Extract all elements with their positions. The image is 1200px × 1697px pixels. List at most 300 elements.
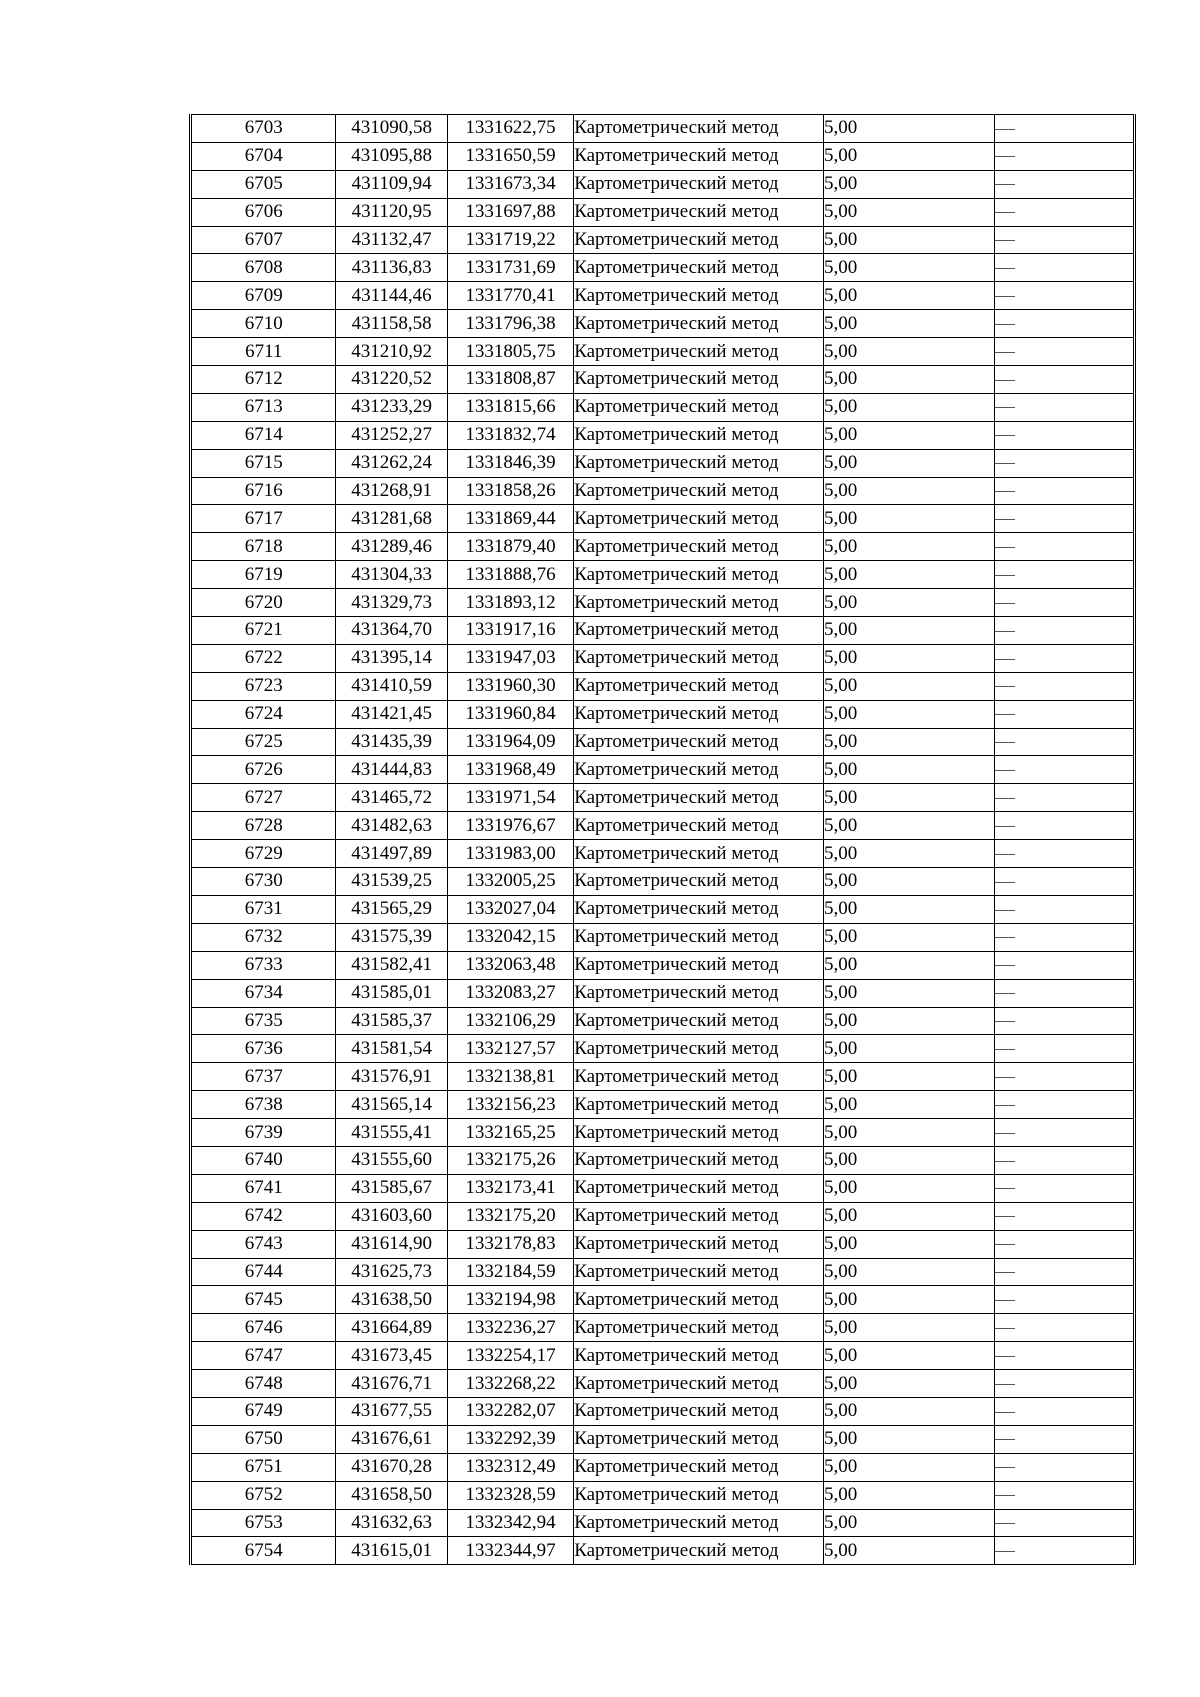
- precision-cell: 5,00: [823, 672, 994, 700]
- dash-mark: [995, 1384, 1015, 1385]
- y-coordinate-cell: 1331917,16: [447, 617, 573, 645]
- method-cell: Картометрический метод: [574, 1007, 824, 1035]
- point-number-cell: 6739: [191, 1119, 336, 1147]
- point-number-cell: 6724: [191, 700, 336, 728]
- dash-mark: [995, 575, 1015, 576]
- point-number-cell: 6736: [191, 1035, 336, 1063]
- method-cell: Картометрический метод: [574, 505, 824, 533]
- note-cell: [994, 1481, 1135, 1509]
- note-cell: [994, 1286, 1135, 1314]
- table-row: [191, 979, 1135, 1007]
- note-cell: [994, 561, 1135, 589]
- method-cell: Картометрический метод: [574, 700, 824, 728]
- method-cell: Картометрический метод: [574, 644, 824, 672]
- table-row: [191, 505, 1135, 533]
- note-cell: [994, 170, 1135, 198]
- method-cell: Картометрический метод: [574, 1258, 824, 1286]
- dash-mark: [995, 1049, 1015, 1050]
- note-cell: [994, 1314, 1135, 1342]
- method-cell: Картометрический метод: [574, 421, 824, 449]
- method-cell: Картометрический метод: [574, 142, 824, 170]
- method-cell: Картометрический метод: [574, 617, 824, 645]
- y-coordinate-cell: 1331971,54: [447, 784, 573, 812]
- precision-cell: 5,00: [823, 1425, 994, 1453]
- note-cell: [994, 1425, 1135, 1453]
- point-number-cell: 6727: [191, 784, 336, 812]
- method-cell: Картометрический метод: [574, 840, 824, 868]
- point-number-cell: 6721: [191, 617, 336, 645]
- note-cell: [994, 1202, 1135, 1230]
- precision-cell: 5,00: [823, 812, 994, 840]
- table-row: [191, 589, 1135, 617]
- dash-mark: [995, 407, 1015, 408]
- point-number-cell: 6753: [191, 1509, 336, 1537]
- x-coordinate-cell: 431575,39: [336, 923, 447, 951]
- y-coordinate-cell: 1332156,23: [447, 1091, 573, 1119]
- dash-mark: [995, 519, 1015, 520]
- method-cell: Картометрический метод: [574, 1119, 824, 1147]
- y-coordinate-cell: 1331968,49: [447, 756, 573, 784]
- table-row: [191, 756, 1135, 784]
- y-coordinate-cell: 1331960,84: [447, 700, 573, 728]
- x-coordinate-cell: 431395,14: [336, 644, 447, 672]
- dash-mark: [995, 1467, 1015, 1468]
- dash-mark: [995, 1551, 1015, 1552]
- x-coordinate-cell: 431329,73: [336, 589, 447, 617]
- y-coordinate-cell: 1332027,04: [447, 895, 573, 923]
- y-coordinate-cell: 1331869,44: [447, 505, 573, 533]
- method-cell: Картометрический метод: [574, 728, 824, 756]
- y-coordinate-cell: 1331888,76: [447, 561, 573, 589]
- x-coordinate-cell: 431497,89: [336, 840, 447, 868]
- point-number-cell: 6720: [191, 589, 336, 617]
- method-cell: Картометрический метод: [574, 198, 824, 226]
- point-number-cell: 6747: [191, 1342, 336, 1370]
- precision-cell: 5,00: [823, 1314, 994, 1342]
- precision-cell: 5,00: [823, 533, 994, 561]
- note-cell: [994, 1230, 1135, 1258]
- x-coordinate-cell: 431281,68: [336, 505, 447, 533]
- precision-cell: 5,00: [823, 1481, 994, 1509]
- dash-mark: [995, 156, 1015, 157]
- point-number-cell: 6748: [191, 1370, 336, 1398]
- method-cell: Картометрический метод: [574, 393, 824, 421]
- x-coordinate-cell: 431625,73: [336, 1258, 447, 1286]
- precision-cell: 5,00: [823, 1174, 994, 1202]
- table-row: [191, 142, 1135, 170]
- method-cell: Картометрический метод: [574, 784, 824, 812]
- x-coordinate-cell: 431410,59: [336, 672, 447, 700]
- table-row: [191, 533, 1135, 561]
- y-coordinate-cell: 1332236,27: [447, 1314, 573, 1342]
- table-row: [191, 1509, 1135, 1537]
- point-number-cell: 6726: [191, 756, 336, 784]
- x-coordinate-cell: 431095,88: [336, 142, 447, 170]
- x-coordinate-cell: 431603,60: [336, 1202, 447, 1230]
- note-cell: [994, 1537, 1135, 1565]
- y-coordinate-cell: 1332165,25: [447, 1119, 573, 1147]
- x-coordinate-cell: 431109,94: [336, 170, 447, 198]
- precision-cell: 5,00: [823, 115, 994, 143]
- note-cell: [994, 115, 1135, 143]
- point-number-cell: 6742: [191, 1202, 336, 1230]
- point-number-cell: 6744: [191, 1258, 336, 1286]
- method-cell: Картометрический метод: [574, 1035, 824, 1063]
- x-coordinate-cell: 431210,92: [336, 338, 447, 366]
- table-row: [191, 1174, 1135, 1202]
- precision-cell: 5,00: [823, 1342, 994, 1370]
- x-coordinate-cell: 431565,29: [336, 895, 447, 923]
- table-row: [191, 1146, 1135, 1174]
- method-cell: Картометрический метод: [574, 1314, 824, 1342]
- dash-mark: [995, 686, 1015, 687]
- table-row: [191, 644, 1135, 672]
- table-row: [191, 1035, 1135, 1063]
- precision-cell: 5,00: [823, 868, 994, 896]
- note-cell: [994, 1035, 1135, 1063]
- x-coordinate-cell: 431677,55: [336, 1397, 447, 1425]
- method-cell: Картометрический метод: [574, 1091, 824, 1119]
- point-number-cell: 6716: [191, 477, 336, 505]
- dash-mark: [995, 826, 1015, 827]
- note-cell: [994, 700, 1135, 728]
- note-cell: [994, 366, 1135, 394]
- dash-mark: [995, 380, 1015, 381]
- table-row: [191, 1063, 1135, 1091]
- note-cell: [994, 1509, 1135, 1537]
- x-coordinate-cell: 431144,46: [336, 282, 447, 310]
- precision-cell: 5,00: [823, 589, 994, 617]
- x-coordinate-cell: 431673,45: [336, 1342, 447, 1370]
- precision-cell: 5,00: [823, 1119, 994, 1147]
- y-coordinate-cell: 1332254,17: [447, 1342, 573, 1370]
- note-cell: [994, 338, 1135, 366]
- table-row: [191, 617, 1135, 645]
- point-number-cell: 6713: [191, 393, 336, 421]
- method-cell: Картометрический метод: [574, 170, 824, 198]
- method-cell: Картометрический метод: [574, 812, 824, 840]
- table-row: [191, 338, 1135, 366]
- dash-mark: [995, 1105, 1015, 1106]
- dash-mark: [995, 1439, 1015, 1440]
- dash-mark: [995, 603, 1015, 604]
- y-coordinate-cell: 1332175,26: [447, 1146, 573, 1174]
- x-coordinate-cell: 431233,29: [336, 393, 447, 421]
- point-number-cell: 6708: [191, 254, 336, 282]
- precision-cell: 5,00: [823, 784, 994, 812]
- table-row: [191, 1370, 1135, 1398]
- precision-cell: 5,00: [823, 366, 994, 394]
- table-row: [191, 310, 1135, 338]
- y-coordinate-cell: 1332127,57: [447, 1035, 573, 1063]
- dash-mark: [995, 1021, 1015, 1022]
- point-number-cell: 6717: [191, 505, 336, 533]
- note-cell: [994, 644, 1135, 672]
- table-row: [191, 840, 1135, 868]
- precision-cell: 5,00: [823, 895, 994, 923]
- y-coordinate-cell: 1332342,94: [447, 1509, 573, 1537]
- note-cell: [994, 1146, 1135, 1174]
- dash-mark: [995, 1161, 1015, 1162]
- dash-mark: [995, 993, 1015, 994]
- y-coordinate-cell: 1331719,22: [447, 226, 573, 254]
- x-coordinate-cell: 431555,60: [336, 1146, 447, 1174]
- method-cell: Картометрический метод: [574, 589, 824, 617]
- precision-cell: 5,00: [823, 1146, 994, 1174]
- point-number-cell: 6745: [191, 1286, 336, 1314]
- x-coordinate-cell: 431565,14: [336, 1091, 447, 1119]
- point-number-cell: 6718: [191, 533, 336, 561]
- y-coordinate-cell: 1332173,41: [447, 1174, 573, 1202]
- y-coordinate-cell: 1331673,34: [447, 170, 573, 198]
- point-number-cell: 6719: [191, 561, 336, 589]
- precision-cell: 5,00: [823, 393, 994, 421]
- note-cell: [994, 282, 1135, 310]
- table-row: [191, 282, 1135, 310]
- dash-mark: [995, 296, 1015, 297]
- note-cell: [994, 1370, 1135, 1398]
- precision-cell: 5,00: [823, 254, 994, 282]
- x-coordinate-cell: 431638,50: [336, 1286, 447, 1314]
- y-coordinate-cell: 1332184,59: [447, 1258, 573, 1286]
- precision-cell: 5,00: [823, 1370, 994, 1398]
- note-cell: [994, 310, 1135, 338]
- point-number-cell: 6709: [191, 282, 336, 310]
- coordinates-table-body: [191, 115, 1135, 1565]
- point-number-cell: 6723: [191, 672, 336, 700]
- y-coordinate-cell: 1332282,07: [447, 1397, 573, 1425]
- method-cell: Картометрический метод: [574, 226, 824, 254]
- precision-cell: 5,00: [823, 728, 994, 756]
- x-coordinate-cell: 431482,63: [336, 812, 447, 840]
- precision-cell: 5,00: [823, 617, 994, 645]
- point-number-cell: 6751: [191, 1453, 336, 1481]
- dash-mark: [995, 937, 1015, 938]
- y-coordinate-cell: 1331697,88: [447, 198, 573, 226]
- table-row: [191, 1286, 1135, 1314]
- x-coordinate-cell: 431615,01: [336, 1537, 447, 1565]
- x-coordinate-cell: 431220,52: [336, 366, 447, 394]
- point-number-cell: 6749: [191, 1397, 336, 1425]
- table-row: [191, 700, 1135, 728]
- dash-mark: [995, 1412, 1015, 1413]
- note-cell: [994, 226, 1135, 254]
- y-coordinate-cell: 1331964,09: [447, 728, 573, 756]
- table-row: [191, 1481, 1135, 1509]
- y-coordinate-cell: 1331815,66: [447, 393, 573, 421]
- method-cell: Картометрический метод: [574, 868, 824, 896]
- y-coordinate-cell: 1332344,97: [447, 1537, 573, 1565]
- method-cell: Картометрический метод: [574, 923, 824, 951]
- table-row: [191, 393, 1135, 421]
- method-cell: Картометрический метод: [574, 1481, 824, 1509]
- note-cell: [994, 1174, 1135, 1202]
- point-number-cell: 6752: [191, 1481, 336, 1509]
- dash-mark: [995, 1077, 1015, 1078]
- x-coordinate-cell: 431632,63: [336, 1509, 447, 1537]
- note-cell: [994, 477, 1135, 505]
- table-row: [191, 868, 1135, 896]
- table-row: [191, 115, 1135, 143]
- dash-mark: [995, 184, 1015, 185]
- dash-mark: [995, 352, 1015, 353]
- dash-mark: [995, 882, 1015, 883]
- x-coordinate-cell: 431670,28: [336, 1453, 447, 1481]
- precision-cell: 5,00: [823, 840, 994, 868]
- dash-mark: [995, 1133, 1015, 1134]
- x-coordinate-cell: 431585,37: [336, 1007, 447, 1035]
- precision-cell: 5,00: [823, 505, 994, 533]
- dash-mark: [995, 854, 1015, 855]
- note-cell: [994, 951, 1135, 979]
- point-number-cell: 6703: [191, 115, 336, 143]
- x-coordinate-cell: 431364,70: [336, 617, 447, 645]
- note-cell: [994, 421, 1135, 449]
- table-row: [191, 1230, 1135, 1258]
- x-coordinate-cell: 431304,33: [336, 561, 447, 589]
- table-row: [191, 1397, 1135, 1425]
- y-coordinate-cell: 1331796,38: [447, 310, 573, 338]
- table-row: [191, 951, 1135, 979]
- note-cell: [994, 868, 1135, 896]
- point-number-cell: 6741: [191, 1174, 336, 1202]
- dash-mark: [995, 659, 1015, 660]
- x-coordinate-cell: 431585,67: [336, 1174, 447, 1202]
- y-coordinate-cell: 1332175,20: [447, 1202, 573, 1230]
- x-coordinate-cell: 431136,83: [336, 254, 447, 282]
- y-coordinate-cell: 1332178,83: [447, 1230, 573, 1258]
- x-coordinate-cell: 431252,27: [336, 421, 447, 449]
- dash-mark: [995, 1495, 1015, 1496]
- point-number-cell: 6725: [191, 728, 336, 756]
- x-coordinate-cell: 431676,71: [336, 1370, 447, 1398]
- dash-mark: [995, 491, 1015, 492]
- table-row: [191, 812, 1135, 840]
- table-row: [191, 923, 1135, 951]
- note-cell: [994, 589, 1135, 617]
- x-coordinate-cell: 431465,72: [336, 784, 447, 812]
- note-cell: [994, 1453, 1135, 1481]
- method-cell: Картометрический метод: [574, 1397, 824, 1425]
- coordinates-table: [189, 114, 1136, 1565]
- y-coordinate-cell: 1331832,74: [447, 421, 573, 449]
- dash-mark: [995, 742, 1015, 743]
- point-number-cell: 6743: [191, 1230, 336, 1258]
- table-row: [191, 366, 1135, 394]
- note-cell: [994, 449, 1135, 477]
- dash-mark: [995, 910, 1015, 911]
- method-cell: Картометрический метод: [574, 1286, 824, 1314]
- table-row: [191, 895, 1135, 923]
- dash-mark: [995, 1216, 1015, 1217]
- y-coordinate-cell: 1331622,75: [447, 115, 573, 143]
- method-cell: Картометрический метод: [574, 366, 824, 394]
- table-row: [191, 1119, 1135, 1147]
- point-number-cell: 6710: [191, 310, 336, 338]
- x-coordinate-cell: 431158,58: [336, 310, 447, 338]
- precision-cell: 5,00: [823, 1230, 994, 1258]
- y-coordinate-cell: 1332312,49: [447, 1453, 573, 1481]
- precision-cell: 5,00: [823, 923, 994, 951]
- note-cell: [994, 198, 1135, 226]
- note-cell: [994, 784, 1135, 812]
- table-row: [191, 477, 1135, 505]
- note-cell: [994, 1091, 1135, 1119]
- table-row: [191, 449, 1135, 477]
- precision-cell: 5,00: [823, 198, 994, 226]
- point-number-cell: 6731: [191, 895, 336, 923]
- dash-mark: [995, 324, 1015, 325]
- point-number-cell: 6714: [191, 421, 336, 449]
- precision-cell: 5,00: [823, 700, 994, 728]
- y-coordinate-cell: 1331858,26: [447, 477, 573, 505]
- method-cell: Картометрический метод: [574, 1537, 824, 1565]
- y-coordinate-cell: 1332328,59: [447, 1481, 573, 1509]
- note-cell: [994, 923, 1135, 951]
- note-cell: [994, 254, 1135, 282]
- dash-mark: [995, 547, 1015, 548]
- dash-mark: [995, 1328, 1015, 1329]
- method-cell: Картометрический метод: [574, 1453, 824, 1481]
- table-row: [191, 672, 1135, 700]
- x-coordinate-cell: 431576,91: [336, 1063, 447, 1091]
- precision-cell: 5,00: [823, 644, 994, 672]
- precision-cell: 5,00: [823, 1397, 994, 1425]
- dash-mark: [995, 268, 1015, 269]
- table-row: [191, 226, 1135, 254]
- y-coordinate-cell: 1332063,48: [447, 951, 573, 979]
- note-cell: [994, 393, 1135, 421]
- point-number-cell: 6737: [191, 1063, 336, 1091]
- dash-mark: [995, 965, 1015, 966]
- dash-mark: [995, 1188, 1015, 1189]
- y-coordinate-cell: 1331846,39: [447, 449, 573, 477]
- dash-mark: [995, 129, 1015, 130]
- dash-mark: [995, 798, 1015, 799]
- precision-cell: 5,00: [823, 421, 994, 449]
- y-coordinate-cell: 1332106,29: [447, 1007, 573, 1035]
- note-cell: [994, 840, 1135, 868]
- method-cell: Картометрический метод: [574, 338, 824, 366]
- point-number-cell: 6734: [191, 979, 336, 1007]
- y-coordinate-cell: 1332005,25: [447, 868, 573, 896]
- point-number-cell: 6735: [191, 1007, 336, 1035]
- method-cell: Картометрический метод: [574, 533, 824, 561]
- dash-mark: [995, 1356, 1015, 1357]
- y-coordinate-cell: 1331983,00: [447, 840, 573, 868]
- x-coordinate-cell: 431664,89: [336, 1314, 447, 1342]
- precision-cell: 5,00: [823, 282, 994, 310]
- y-coordinate-cell: 1331960,30: [447, 672, 573, 700]
- precision-cell: 5,00: [823, 1537, 994, 1565]
- dash-mark: [995, 212, 1015, 213]
- y-coordinate-cell: 1332194,98: [447, 1286, 573, 1314]
- x-coordinate-cell: 431268,91: [336, 477, 447, 505]
- method-cell: Картометрический метод: [574, 1342, 824, 1370]
- dash-mark: [995, 463, 1015, 464]
- precision-cell: 5,00: [823, 449, 994, 477]
- note-cell: [994, 1063, 1135, 1091]
- method-cell: Картометрический метод: [574, 1146, 824, 1174]
- dash-mark: [995, 1272, 1015, 1273]
- table-row: [191, 198, 1135, 226]
- table-row: [191, 1537, 1135, 1565]
- note-cell: [994, 505, 1135, 533]
- table-row: [191, 784, 1135, 812]
- precision-cell: 5,00: [823, 142, 994, 170]
- y-coordinate-cell: 1331805,75: [447, 338, 573, 366]
- x-coordinate-cell: 431132,47: [336, 226, 447, 254]
